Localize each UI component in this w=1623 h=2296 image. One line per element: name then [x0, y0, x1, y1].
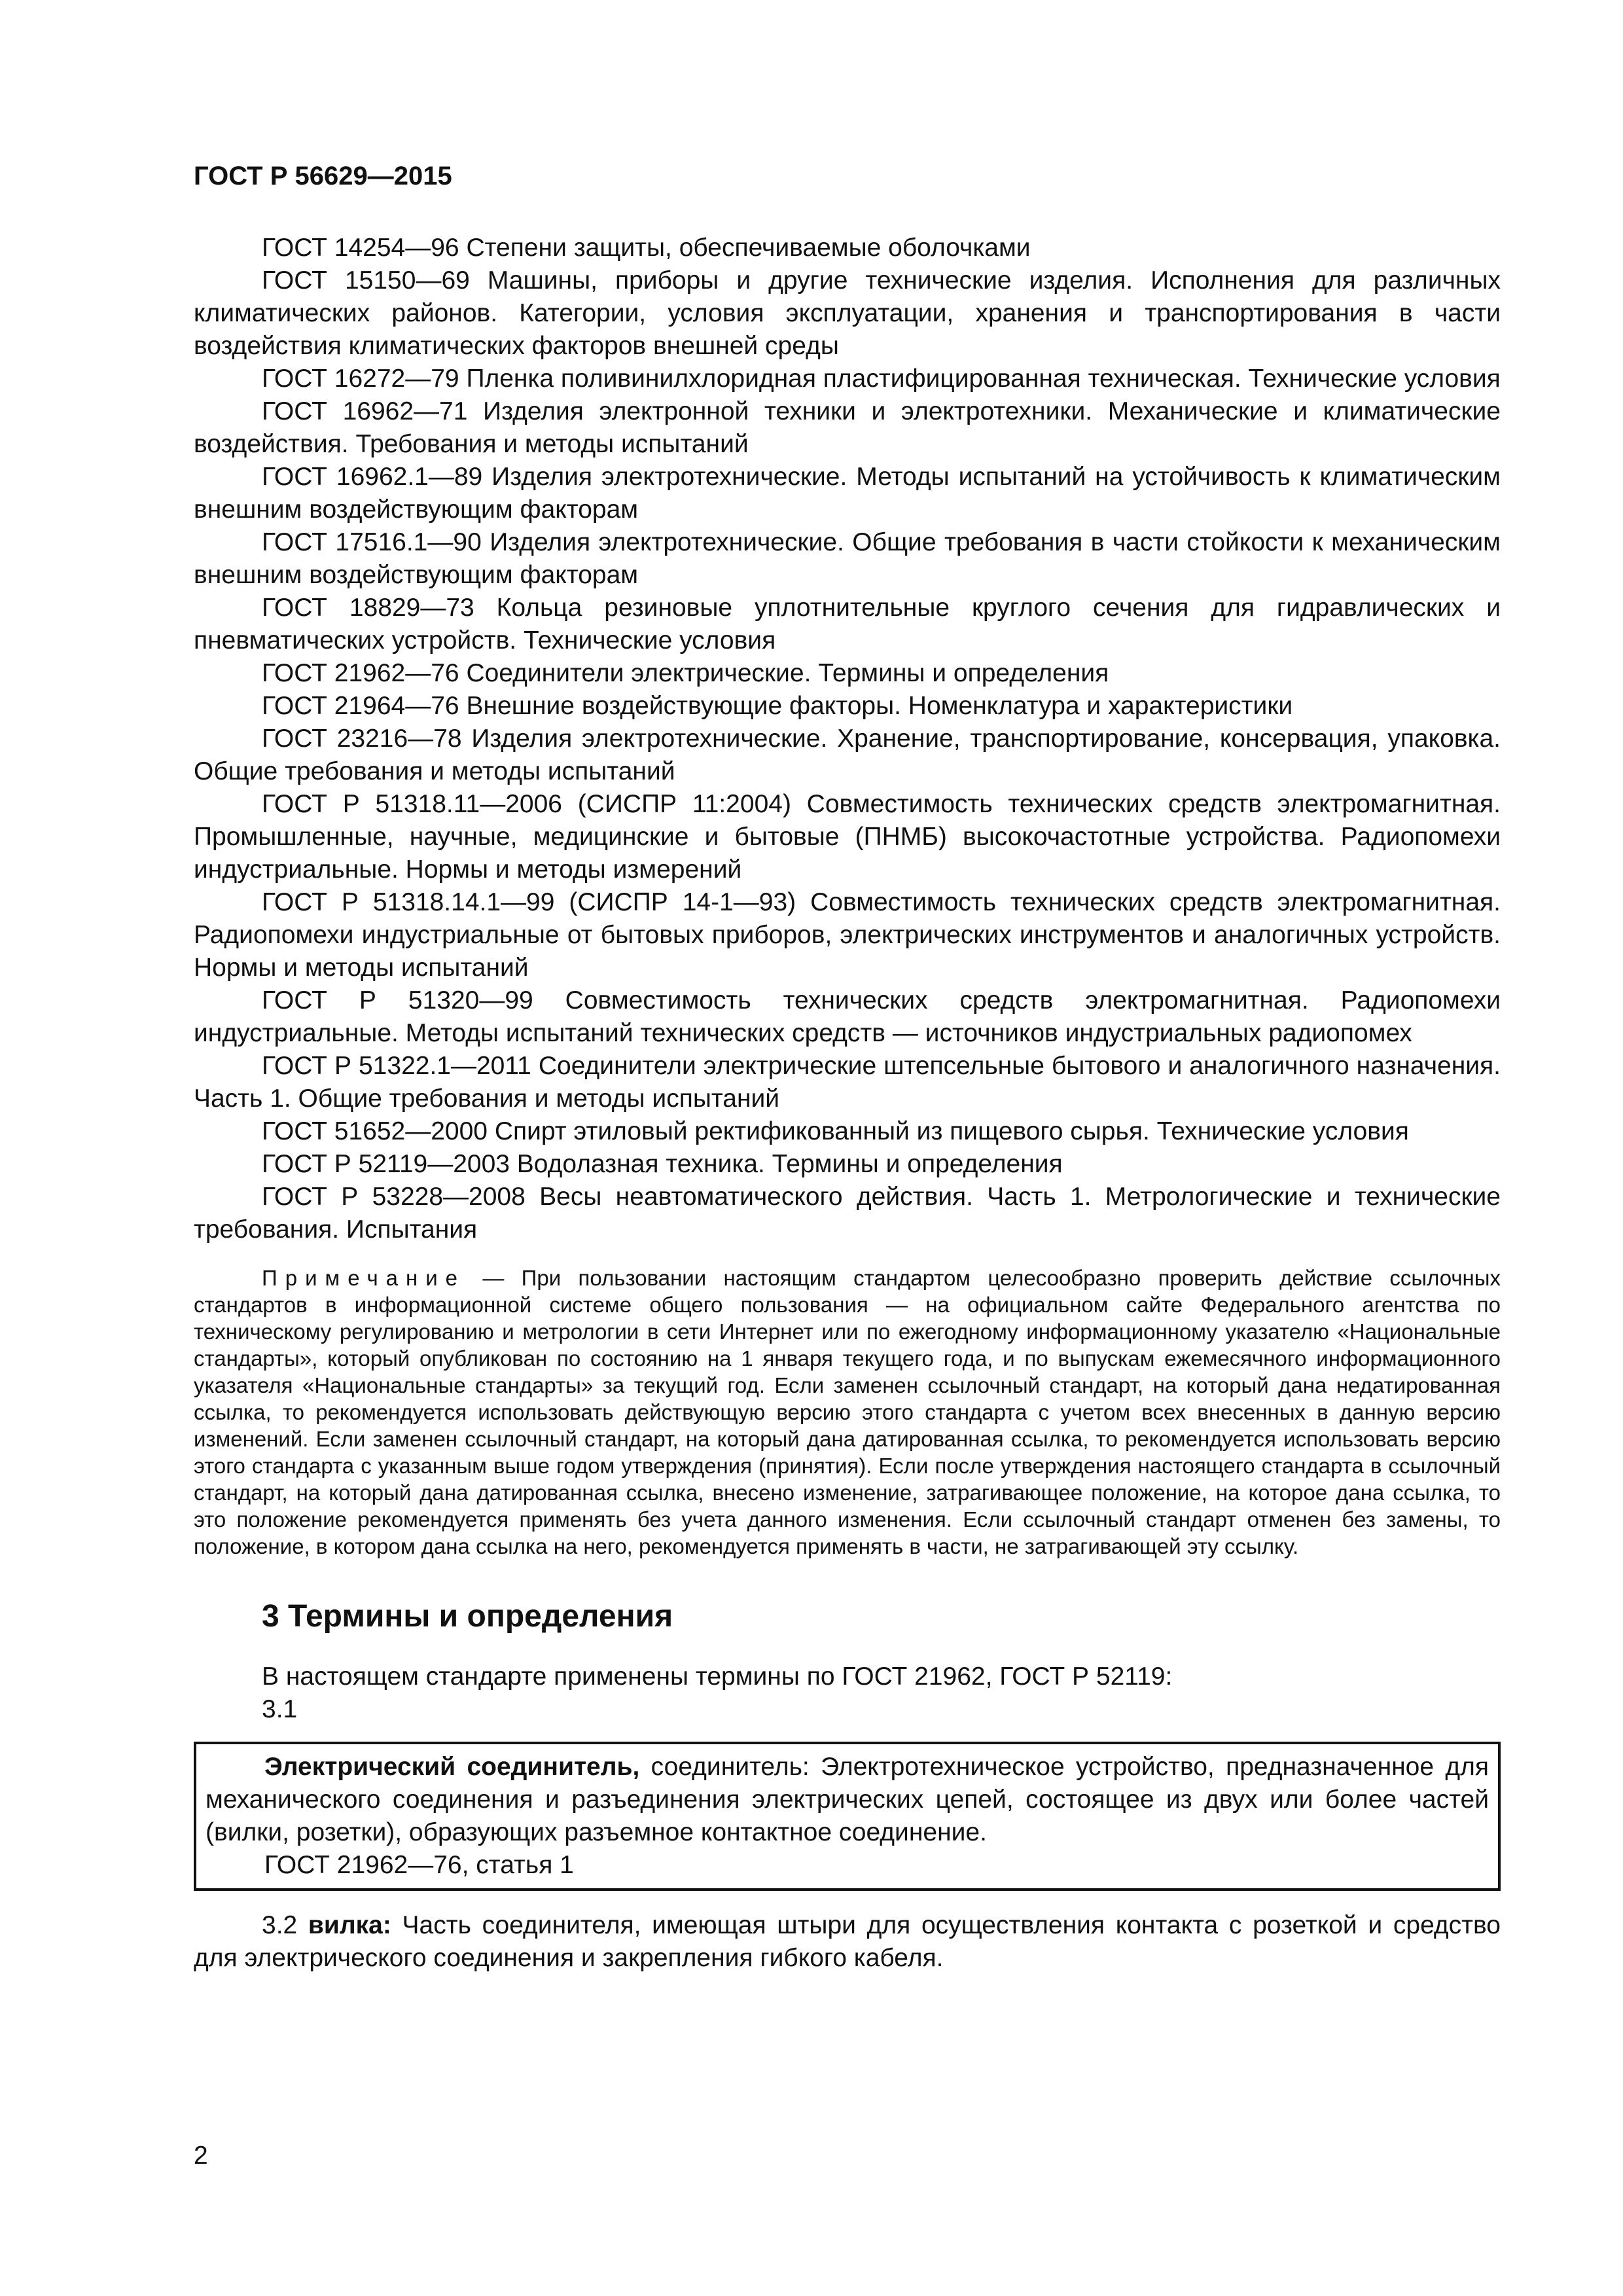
term-name: Электрический соединитель,	[264, 1753, 640, 1781]
document-header: ГОСТ Р 56629—2015	[194, 162, 452, 190]
reference-item: ГОСТ 16962—71 Изделия электронной техники и электротехники. Механические и климатические воздействия. Требования и методы испытаний	[194, 397, 1501, 458]
reference-item: ГОСТ 51652—2000 Спирт этиловый ректификованный из пищевого сырья. Технические условия	[262, 1117, 1409, 1145]
item-number: 3.1	[262, 1695, 298, 1723]
term-item	[194, 1909, 1501, 1975]
section-title: 3 Термины и определения	[262, 1599, 673, 1634]
page-body	[194, 232, 1501, 1975]
reference-item: ГОСТ Р 51320—99 Совместимость технических средств электромагнитная. Радиопомехи индустриальные. Методы испытаний технических средств — источников индустриальных радиопомех	[194, 986, 1501, 1047]
reference-item: ГОСТ 15150—69 Машины, приборы и другие технические изделия. Исполнения для различных климатических районов. Категории, условия эксплуатации, хранения и транспортирования в части воздействия климатических факторов внешней среды	[194, 266, 1501, 360]
reference-item: ГОСТ Р 51318.11—2006 (СИСПР 11:2004) Совместимость технических средств электромагнитная. Промышленные, научные, медицинские и бытовые (ПНМБ) высокочастотные устройства. Радиопомехи индустриальные. Нормы и методы измерений	[194, 790, 1501, 884]
section-intro: В настоящем стандарте применены термины по ГОСТ 21962, ГОСТ Р 52119:	[262, 1662, 1173, 1691]
reference-item: ГОСТ Р 51322.1—2011 Соединители электрические штепсельные бытового и аналогичного назначения. Часть 1. Общие требования и методы испытаний	[194, 1052, 1501, 1113]
page-number: 2	[194, 2142, 208, 2170]
term-definition-text: соединитель: Электротехническое устройство, предназначенное для механического соединения и разъединения электрических цепей, состоящее из двух или более частей (вилки, розетки), образующих разъемное контактное соединение.	[205, 1753, 1489, 1846]
reference-item: ГОСТ 14254—96 Степени защиты, обеспечиваемые оболочками	[262, 234, 1031, 262]
item-number: 3.2	[262, 1911, 308, 1939]
reference-item: ГОСТ Р 52119—2003 Водолазная техника. Термины и определения	[262, 1150, 1063, 1178]
reference-item: ГОСТ 18829—73 Кольца резиновые уплотнительные круглого сечения для гидравлических и пневматических устройств. Технические условия	[194, 594, 1501, 655]
reference-item: ГОСТ 21962—76 Соединители электрические. Термины и определения	[262, 659, 1109, 687]
reference-item: ГОСТ 16962.1—89 Изделия электротехнические. Методы испытаний на устойчивость к климатическим внешним воздействующим факторам	[194, 463, 1501, 524]
reference-item: ГОСТ 21964—76 Внешние воздействующие факторы. Номенклатура и характеристики	[262, 692, 1293, 720]
reference-item: ГОСТ 16272—79 Пленка поливинилхлоридная пластифицированная техническая. Технические условия	[262, 365, 1501, 393]
note-text: — При пользовании настоящим стандартом целесообразно проверить действие ссылочных стандартов в информационной системе общего пользования — на официальном сайте Федерального агентства по техническому регулированию и метрологии в сети Интернет или по ежегодному информационному указателю «Национальные стандарты», который опубликован по состоянию на 1 января текущего года, и по выпускам ежемесячного информационного указателя «Национальные стандарты» за текущий год. Если заменен ссылочный стандарт, на который дана недатированная ссылка, то рекомендуется использовать действующую версию этого стандарта с учетом всех внесенных в данную версию изменений. Если заменен ссылочный стандарт, на который дана датированная ссылка, то рекомендуется использовать версию этого стандарта с указанным выше годом утверждения (принятия). Если после утверждения настоящего стандарта в ссылочный стандарт, на который дана датированная ссылка, внесено изменение, затрагивающее положение, на которое дана ссылка, то это положение рекомендуется применять без учета данного изменения. Если ссылочный стандарт отменен без замены, то положение, в котором дана ссылка на него, рекомендуется применять в части, не затрагивающей эту ссылку.	[194, 1266, 1501, 1558]
note-paragraph	[194, 1265, 1501, 1560]
term-name: вилка:	[308, 1911, 391, 1939]
term-definition	[205, 1751, 1489, 1849]
note-label: Примечание	[262, 1266, 466, 1290]
term-source: ГОСТ 21962—76, статья 1	[264, 1851, 574, 1879]
term-definition-box	[194, 1742, 1501, 1891]
reference-item: ГОСТ 23216—78 Изделия электротехнические. Хранение, транспортирование, консервация, упаковка. Общие требования и методы испытаний	[194, 725, 1501, 785]
reference-item: ГОСТ Р 51318.14.1—99 (СИСПР 14-1—93) Совместимость технических средств электромагнитная. Радиопомехи индустриальные от бытовых приборов, электрических инструментов и аналогичных устройств. Нормы и методы испытаний	[194, 888, 1501, 982]
term-definition-text: Часть соединителя, имеющая штыри для осуществления контакта с розеткой и средство для электрического соединения и закрепления гибкого кабеля.	[194, 1911, 1501, 1972]
reference-item: ГОСТ 17516.1—90 Изделия электротехнические. Общие требования в части стойкости к механическим внешним воздействующим факторам	[194, 528, 1501, 589]
reference-item: ГОСТ Р 53228—2008 Весы неавтоматического действия. Часть 1. Метрологические и технические требования. Испытания	[194, 1183, 1501, 1244]
